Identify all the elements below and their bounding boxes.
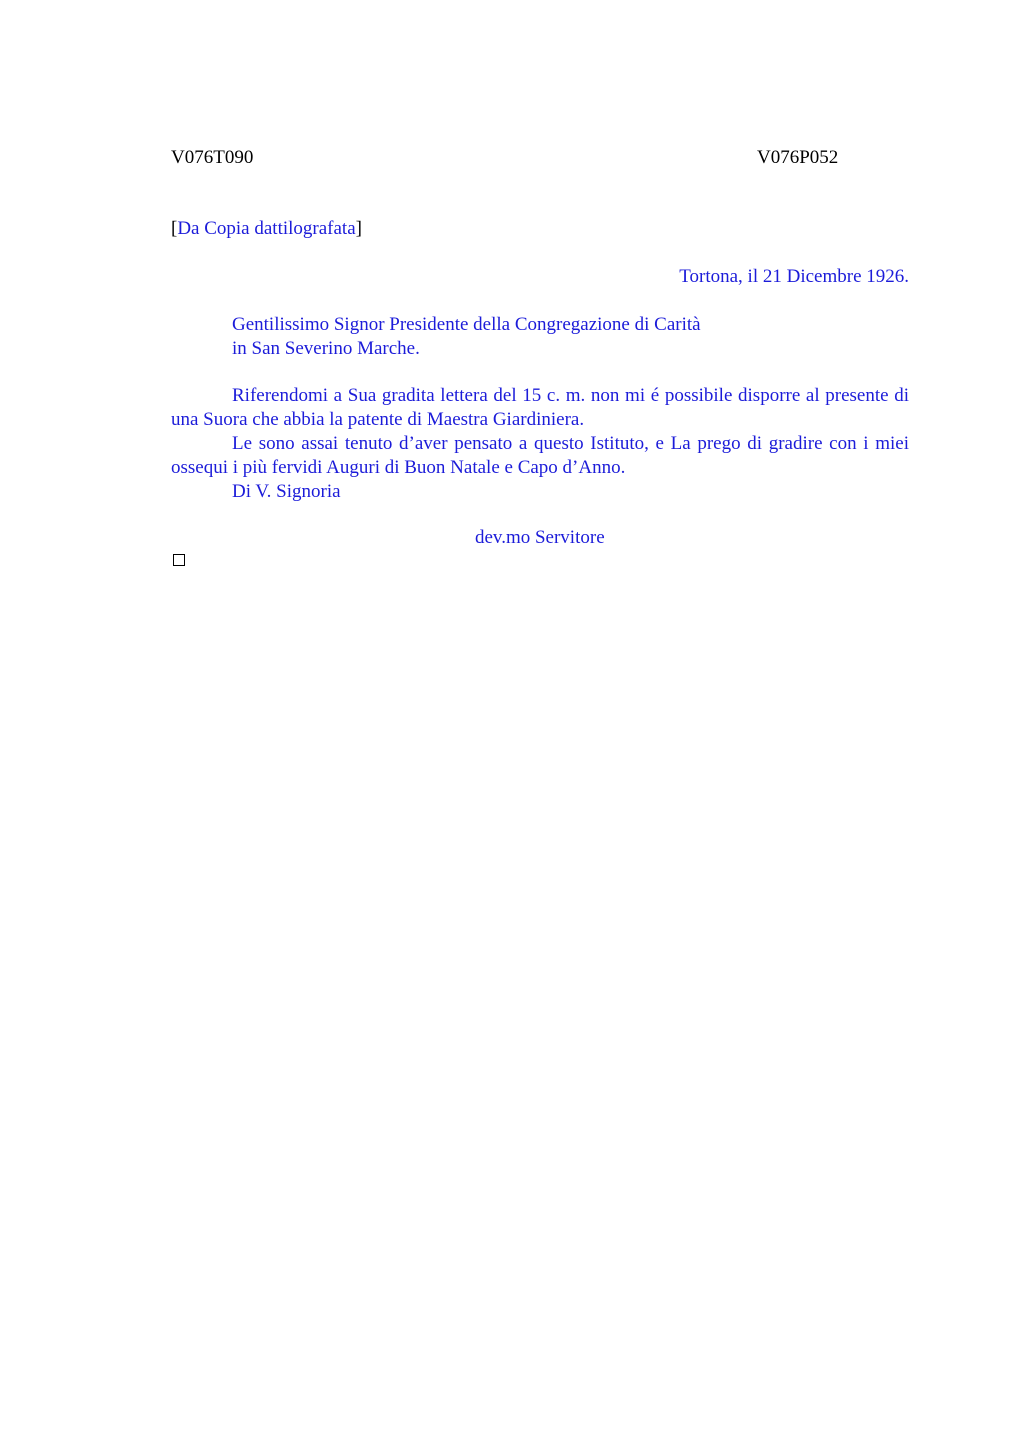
document-code-left: V076T090 — [171, 147, 254, 168]
source-note — [171, 217, 362, 241]
source-note-text: Da Copia dattilografata — [177, 218, 356, 239]
letter-signature: dev.mo Servitore — [475, 527, 605, 548]
addressee-line-2: in San Severino Marche. — [232, 338, 420, 359]
letter-date: Tortona, il 21 Dicembre 1926. — [679, 266, 909, 287]
end-marker-box — [173, 554, 185, 566]
source-note-close-bracket: ] — [355, 218, 362, 239]
letter-closing: Di V. Signoria — [232, 481, 341, 502]
document-code-right: V076P052 — [757, 147, 839, 168]
letter-paragraph-1: Riferendomi a Sua gradita lettera del 15 c. m. non mi é possibile disporre al presente di una Suora che abbia la patente di Maestra Giardiniera. — [171, 385, 909, 430]
letter-addressee — [232, 313, 701, 361]
letter-body — [171, 384, 909, 504]
source-note-open-bracket: [ — [171, 218, 178, 239]
addressee-line-1: Gentilissimo Signor Presidente della Congregazione di Carità — [232, 314, 701, 335]
letter-paragraph-2: Le sono assai tenuto d’aver pensato a questo Istituto, e La prego di gradire con i miei ossequi i più fervidi Auguri di Buon Natale e Capo d’Anno. — [171, 433, 909, 478]
